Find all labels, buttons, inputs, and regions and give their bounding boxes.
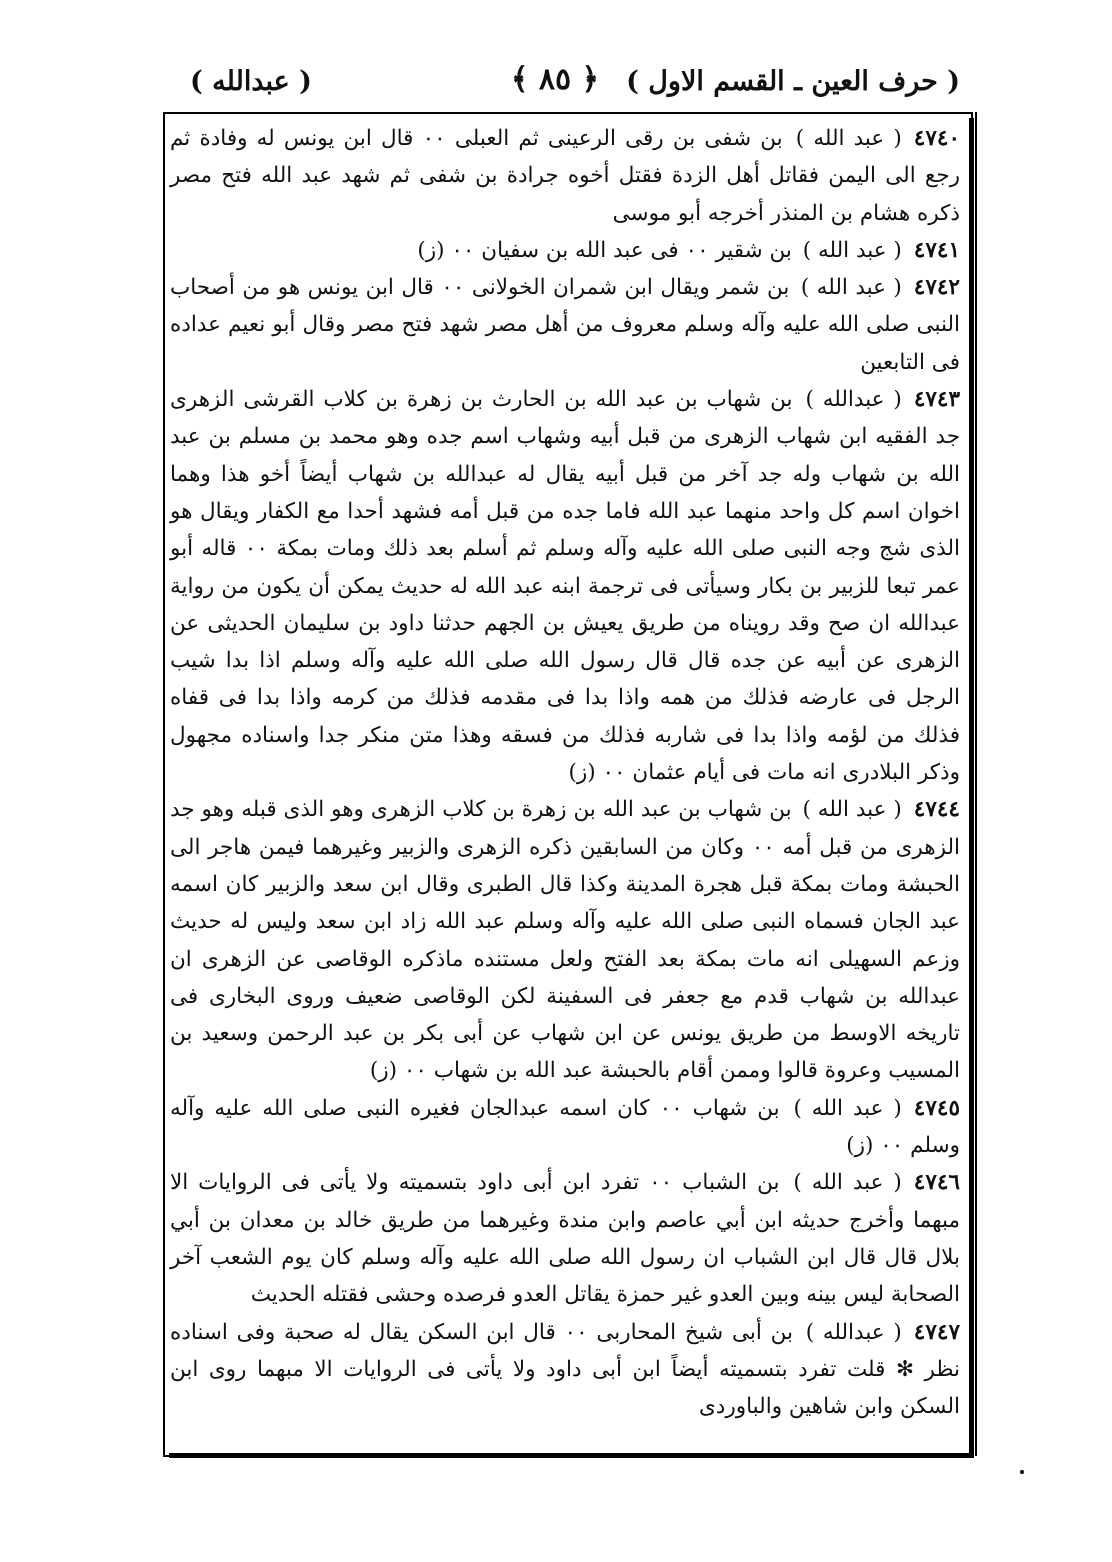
entry-name: ( عبدالله ) <box>805 1319 902 1345</box>
entry-number: ٤٧٤٢ <box>913 275 960 301</box>
entry-name: ( عبد الله ) <box>793 1170 902 1196</box>
entry-4747 <box>170 1314 960 1426</box>
entry-text: بن شقير ٠٠ فى عبد الله بن سفيان ٠٠ (ز) <box>417 237 792 263</box>
entries-body <box>170 120 960 1425</box>
entry-number: ٤٧٤١ <box>913 237 960 263</box>
entry-name: ( عبد الله ) <box>802 797 902 823</box>
entry-number: ٤٧٤٥ <box>913 1095 960 1121</box>
entry-4745 <box>170 1090 960 1165</box>
running-name: ( عبدالله ) <box>190 66 312 97</box>
entry-number: ٤٧٤٦ <box>913 1170 960 1196</box>
entry-name: ( عبد الله ) <box>802 237 902 263</box>
entry-text: بن شهاب بن عبد الله بن الحارث بن زهرة بن كلاب القرشى الزهرى جد الفقيه ابن شهاب الزهرى من قبل أبيه وشهاب اسم جده وهو محمد بن مسلم بن عبد الله بن شهاب وله جد آخر من قبل أبيه يقال له عبدالله بن شهاب أيضاً أخو هذا وهما اخوان اسم كل واحد منهما عبد الله فاما جده من قبل أمه فشهد أحدا مع الكفار ويقال هو الذى شج وجه النبى صلى الله عليه وآله وسلم ثم أسلم بعد ذلك ومات بمكة ٠٠ قاله أبو عمر تبعا للزبير بن بكار وسيأتى فى ترجمة ابنه عبد الله له حديث يمكن أن يكون من رواية عبدالله ان صح وقد رويناه من طريق يعيش بن الجهم حدثنا داود بن سليمان الحديثى عن الزهرى عن أبيه عن جده قال قال رسول الله صلى الله عليه وآله وسلم اذا بدا شيب الرجل فى عارضه فذلك من همه واذا بدا فى مقدمه فذلك من كرمه واذا بدا فى قفاه فذلك من لؤمه واذا بدا فى شاربه فذلك من فسقه وهذا متن منكر جدا واسناده مجهول وذكر البلادرى انه مات فى أيام عثمان ٠٠ (ز) <box>170 387 960 786</box>
entry-name: ( عبد الله ) <box>793 1095 902 1121</box>
entry-text: بن شفى بن رقى الرعينى ثم العبلى ٠٠ قال ابن يونس له وفادة ثم رجع الى اليمن فقاتل أهل الزدة فقتل أخوه جرادة بن شفى ثم شهد عبد الله فتح مصر ذكره هشام بن المنذر أخرجه أبو موسى <box>170 126 960 226</box>
entry-name: ( عبدالله ) <box>805 387 902 413</box>
entry-text: بن شهاب ٠٠ كان اسمه عبدالجان فغيره النبى صلى الله عليه وآله وسلم ٠٠ (ز) <box>170 1095 960 1159</box>
entry-number: ٤٧٤٣ <box>913 387 961 413</box>
entry-text: بن أبى شيخ المحاربى ٠٠ قال ابن السكن يقال له صحبة وفى اسناده نظر ✻ قلت تفرد بتسميته أيضاً ابن أبى داود ولا يأتى فى الروايات الا مبهما روى ابن السكن وابن شاهين والباوردى <box>170 1319 960 1420</box>
entry-4743 <box>170 381 960 791</box>
entry-4744 <box>170 791 960 1089</box>
page-header <box>150 58 960 112</box>
entry-4742 <box>170 269 960 381</box>
entry-4741 <box>170 232 960 269</box>
entry-text: بن شمر ويقال ابن شمران الخولانى ٠٠ قال ابن يونس هو من أصحاب النبى صلى الله عليه وآله وسلم معروف من أهل مصر شهد فتح مصر وقال أبو نعيم عداده فى التابعين <box>170 275 960 375</box>
running-title: ( حرف العين ـ القسم الاول ) <box>626 66 960 97</box>
page-dot-mark <box>1020 1470 1024 1474</box>
entry-number: ٤٧٤٠ <box>913 126 960 151</box>
entry-number: ٤٧٤٧ <box>913 1319 960 1345</box>
entry-4740 <box>170 120 960 232</box>
entry-text: بن شهاب بن عبد الله بن زهرة بن كلاب الزهرى وهو الذى قبله وهو جد الزهرى من قبل أمه ٠٠ وكان من السابقين ذكره الزهرى والزبير وغيرهما فيمن هاجر الى الحبشة ومات بمكة قبل هجرة المدينة وكذا قال الطبرى وقال ابن سعد والزبير كان اسمه عبد الجان فسماه النبى صلى الله عليه وآله وسلم عبد الله زاد ابن سعد وليس له حديث وزعم السهيلى انه مات بمكة بعد الفتح ولعل مستنده ماذكره الوقاصى عن الزهرى ان عبدالله بن شهاب قدم مع جعفر فى السفينة لكن الوقاصى ضعيف وروى البخارى فى تاريخه الاوسط من طريق يونس عن ابن شهاب عن أبى بكر بن عبد الرحمن وسعيد بن المسيب وعروة قالوا وممن أقام بالحبشة عبد الله بن شهاب ٠٠ (ز) <box>170 797 961 1084</box>
page-number: ﴿ ٨٥ ﴾ <box>510 62 600 97</box>
entry-text: بن الشباب ٠٠ تفرد ابن أبى داود بتسميته ولا يأتى فى الروايات الا مبهما وأخرج حديثه ابن أبي عاصم وابن مندة وغيرهما من طريق خالد بن معدان بن أبي بلال قال قال ابن الشباب ان رسول الله صلى الله عليه وآله وسلم كان يوم الشعب آخر الصحابة ليس بينه وبين العدو غير حمزة يقاتل العدو فرصده وحشى فقتله الحديث <box>170 1170 960 1308</box>
entry-name: ( عبد الله ) <box>795 126 902 151</box>
entry-number: ٤٧٤٤ <box>913 797 960 823</box>
entry-4746 <box>170 1164 960 1313</box>
entry-name: ( عبد الله ) <box>800 275 902 301</box>
